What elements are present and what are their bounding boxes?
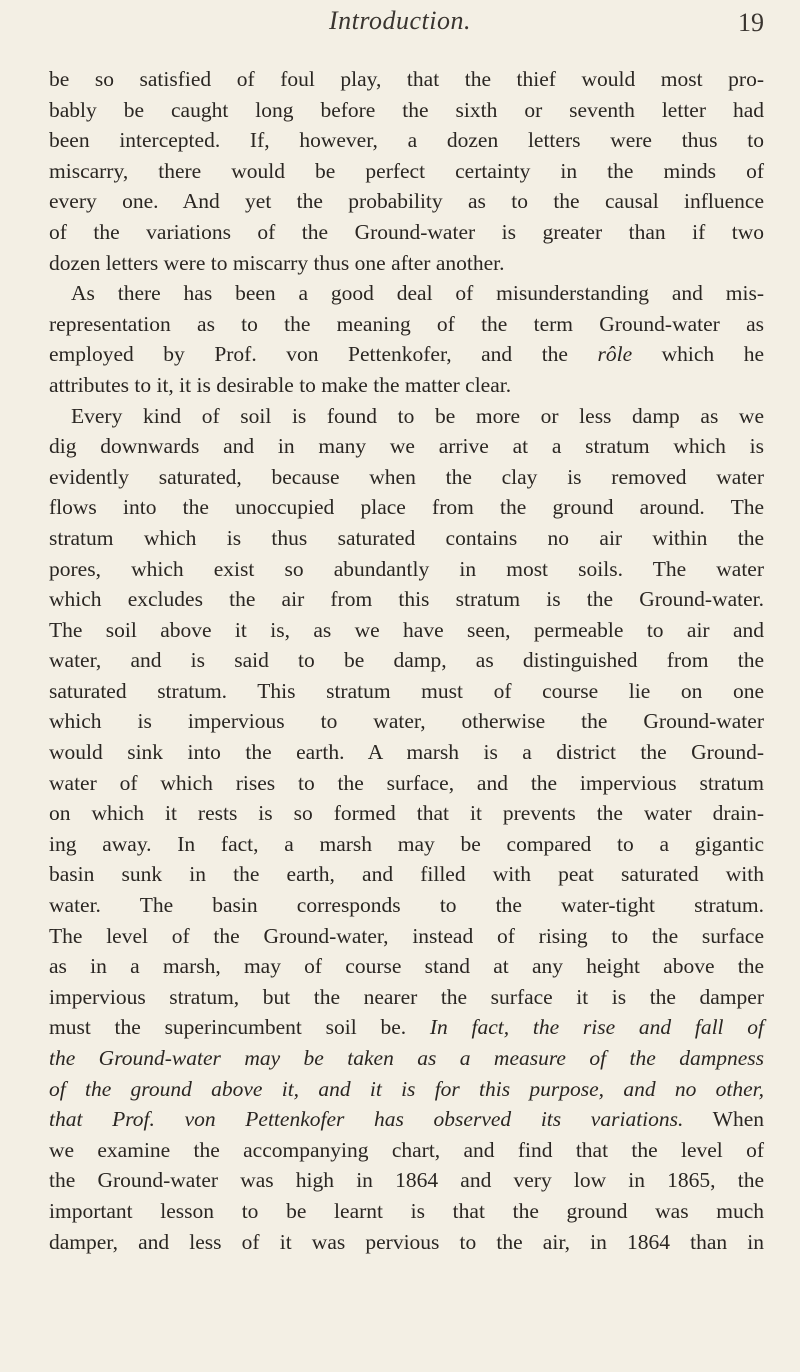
- text-line: we examine the accompanying chart, and find that the level of: [49, 1137, 764, 1162]
- text-line: be so satisfied of foul play, that the thief would most pro-: [49, 67, 764, 91]
- italic-phrase: that Prof. von Pettenkofer has observed its variations.: [49, 1107, 684, 1132]
- text-line: been intercepted. If, however, a dozen letters were thus to: [49, 128, 764, 153]
- text-line: pores, which exist so abundantly in most soils. The water: [49, 556, 764, 581]
- text-line: basin sunk in the earth, and filled with peat saturated with: [49, 862, 764, 887]
- text-line: of the variations of the Ground-water is greater than if two: [49, 219, 764, 244]
- italic-line: the Ground-water may be taken as a measure of the dampness: [49, 1046, 764, 1070]
- italic-phrase: In fact, the rise and fall of: [429, 1015, 765, 1040]
- running-title: Introduction.: [328, 6, 472, 35]
- text-line: every one. And yet the probability as to the causal influence: [49, 189, 764, 214]
- text-line: stratum which is thus saturated contains no air within the: [49, 525, 764, 550]
- italic-word: rôle: [597, 342, 633, 367]
- text-line: on which it rests is so formed that it prevents the water drain-: [49, 801, 764, 826]
- text-line-with-italic: [49, 339, 764, 370]
- text-fragment: employed by Prof. von Pettenkofer, and the: [49, 342, 598, 367]
- text-line: water. The basin corresponds to the water-tight stratum.: [49, 893, 764, 918]
- text-fragment: must the superincumbent soil be.: [49, 1015, 430, 1040]
- text-line: bably be caught long before the sixth or seventh letter had: [49, 97, 764, 122]
- text-line: Every kind of soil is found to be more or less damp as we: [71, 403, 764, 428]
- page-number: 19: [738, 8, 764, 37]
- text-line: water of which rises to the surface, and the impervious stratum: [49, 770, 764, 795]
- text-line: water, and is said to be damp, as distinguished from the: [49, 648, 764, 673]
- text-fragment: which he: [632, 342, 764, 367]
- text-line: the Ground-water was high in 1864 and very low in 1865, the: [49, 1168, 764, 1193]
- italic-line: of the ground above it, and it is for this purpose, and no other,: [49, 1076, 764, 1101]
- text-fragment: When: [683, 1107, 764, 1132]
- text-line: dozen letters were to miscarry thus one after another.: [49, 250, 505, 275]
- body-text: [49, 64, 764, 1257]
- text-line: as in a marsh, may of course stand at any height above the: [49, 954, 764, 979]
- text-line: evidently saturated, because when the clay is removed water: [49, 464, 764, 489]
- text-line: representation as to the meaning of the term Ground-water as: [49, 311, 764, 336]
- text-line: important lesson to be learnt is that the ground was much: [49, 1198, 764, 1223]
- text-line: As there has been a good deal of misunderstanding and mis-: [71, 281, 764, 306]
- text-line: which excludes the air from this stratum is the Ground-water.: [49, 587, 764, 612]
- text-line: The soil above it is, as we have seen, permeable to air and: [49, 617, 764, 642]
- text-line: miscarry, there would be perfect certainty in the minds of: [49, 158, 764, 183]
- text-line: which is impervious to water, otherwise the Ground-water: [49, 709, 764, 734]
- text-line-with-italic: [49, 1104, 764, 1135]
- text-line-with-italic: [49, 1012, 764, 1043]
- text-line: ing away. In fact, a marsh may be compared to a gigantic: [49, 831, 764, 856]
- text-line: would sink into the earth. A marsh is a district the Ground-: [49, 740, 764, 765]
- text-line: dig downwards and in many we arrive at a stratum which is: [49, 434, 764, 459]
- text-line: flows into the unoccupied place from the ground around. The: [49, 495, 764, 520]
- text-line: The level of the Ground-water, instead of rising to the surface: [49, 923, 764, 948]
- text-line: impervious stratum, but the nearer the surface it is the damper: [49, 984, 764, 1009]
- text-line: damper, and less of it was pervious to the air, in 1864 than in: [49, 1229, 764, 1254]
- text-line: saturated stratum. This stratum must of course lie on one: [49, 678, 764, 703]
- text-line: attributes to it, it is desirable to make the matter clear.: [49, 372, 512, 397]
